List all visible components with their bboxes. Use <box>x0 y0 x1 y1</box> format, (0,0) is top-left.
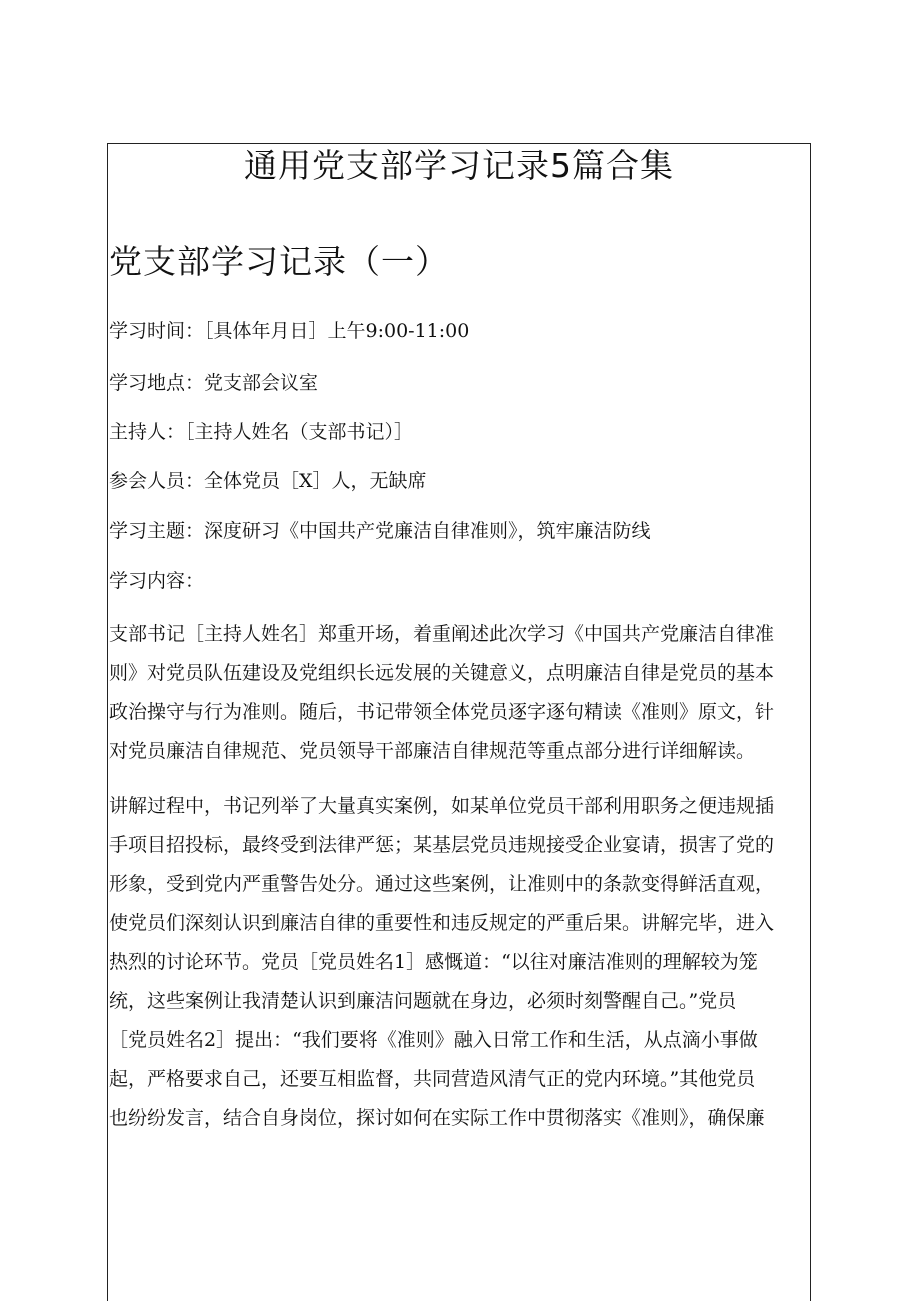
meta-host: 主持人：［主持人姓名（支部书记）］ <box>109 421 414 443</box>
paragraph-line: 起，严格要求自己，还要互相监督，共同营造风清气正的党内环境。”其他党员 <box>109 1068 756 1090</box>
paragraph-line: 讲解过程中，书记列举了大量真实案例，如某单位党员干部利用职务之便违规插 <box>109 795 775 817</box>
paragraph-line: 政治操守与行为准则。随后，书记带领全体党员逐字逐句精读《准则》原文，针 <box>109 701 775 723</box>
document-title: 通用党支部学习记录5篇合集 <box>244 146 674 185</box>
section-heading: 党支部学习记录（一） <box>109 242 449 281</box>
paragraph-line: 支部书记［主持人姓名］郑重开场，着重阐述此次学习《中国共产党廉洁自律准 <box>109 623 775 645</box>
meta-attendees: 参会人员：全体党员［X］人，无缺席 <box>109 470 427 492</box>
paragraph-line: 手项目招投标，最终受到法律严惩；某基层党员违规接受企业宴请，损害了党的 <box>109 834 775 856</box>
paragraph-opening <box>109 615 809 771</box>
paragraph-line: 热烈的讨论环节。党员［党员姓名1］感慨道：“以往对廉洁准则的理解较为笼 <box>109 951 758 973</box>
meta-study-time: 学习时间：［具体年月日］上午9:00-11:00 <box>109 320 470 342</box>
paragraph-line: 对党员廉洁自律规范、党员领导干部廉洁自律规范等重点部分进行详细解读。 <box>109 740 756 762</box>
paragraph-discussion <box>109 787 809 1138</box>
paragraph-line: 使党员们深刻认识到廉洁自律的重要性和违反规定的严重后果。讲解完毕，进入 <box>109 912 775 934</box>
paragraph-line: ［党员姓名2］提出：“我们要将《准则》融入日常工作和生活，从点滴小事做 <box>109 1029 758 1051</box>
meta-content-label: 学习内容： <box>109 570 205 592</box>
paragraph-line: 统，这些案例让我清楚认识到廉洁问题就在身边，必须时刻警醒自己。”党员 <box>109 990 737 1012</box>
meta-topic: 学习主题：深度研习《中国共产党廉洁自律准则》，筑牢廉洁防线 <box>109 520 651 542</box>
meta-study-place: 学习地点：党支部会议室 <box>109 372 319 394</box>
paragraph-line: 也纷纷发言，结合自身岗位，探讨如何在实际工作中贯彻落实《准则》，确保廉 <box>109 1107 765 1129</box>
paragraph-line: 形象，受到党内严重警告处分。通过这些案例，让准则中的条款变得鲜活直观， <box>109 873 775 895</box>
paragraph-line: 则》对党员队伍建设及党组织长远发展的关键意义，点明廉洁自律是党员的基本 <box>109 662 775 684</box>
